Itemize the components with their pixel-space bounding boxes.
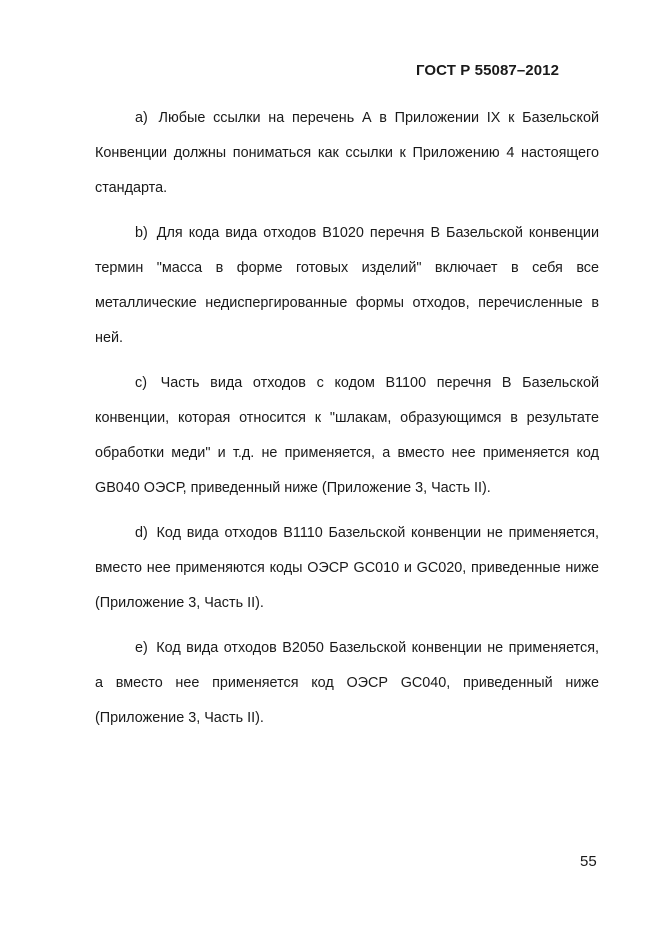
paragraph-text: Для кода вида отходов В1020 перечня В Базельской конвенции термин "масса в форме готовых изделий" включает в себя все металлические недиспергированные формы отходов, перечисленные в ней. <box>95 225 599 346</box>
paragraph-d <box>95 516 599 621</box>
paragraph-a <box>95 101 599 206</box>
paragraph-text: Код вида отходов В2050 Базельской конвенции не применяется, а вместо нее применяется код ОЭСР GC040, приведенный ниже (Приложение 3, Часть II). <box>95 640 600 726</box>
paragraph-letter: b) <box>135 225 148 241</box>
paragraph-b <box>95 216 599 356</box>
paragraph-letter: e) <box>135 640 148 656</box>
paragraph-c <box>95 366 599 506</box>
paragraph-text: Любые ссылки на перечень А в Приложении IX к Базельской Конвенции должны пониматься как ссылки к Приложению 4 настоящего стандарта. <box>95 110 599 196</box>
page-number: 55 <box>580 853 597 870</box>
paragraph-letter: a) <box>135 110 148 126</box>
document-header: ГОСТ Р 55087–2012 <box>416 62 560 79</box>
paragraph-e <box>95 631 599 736</box>
paragraph-letter: c) <box>135 375 147 391</box>
paragraph-letter: d) <box>135 525 148 541</box>
paragraph-text: Код вида отходов В1110 Базельской конвенции не применяется, вместо нее применяются коды ОЭСР GC010 и GC020, приведенные ниже (Приложение 3, Часть II). <box>95 525 600 611</box>
document-body <box>95 101 599 746</box>
paragraph-text: Часть вида отходов с кодом В1100 перечня В Базельской конвенции, которая относится к "шлакам, образующимся в результате обработки меди" и т.д. не применяется, а вместо нее применяется код GB040 ОЭСР, приведенный ниже (Приложение 3, Часть II). <box>95 375 600 496</box>
